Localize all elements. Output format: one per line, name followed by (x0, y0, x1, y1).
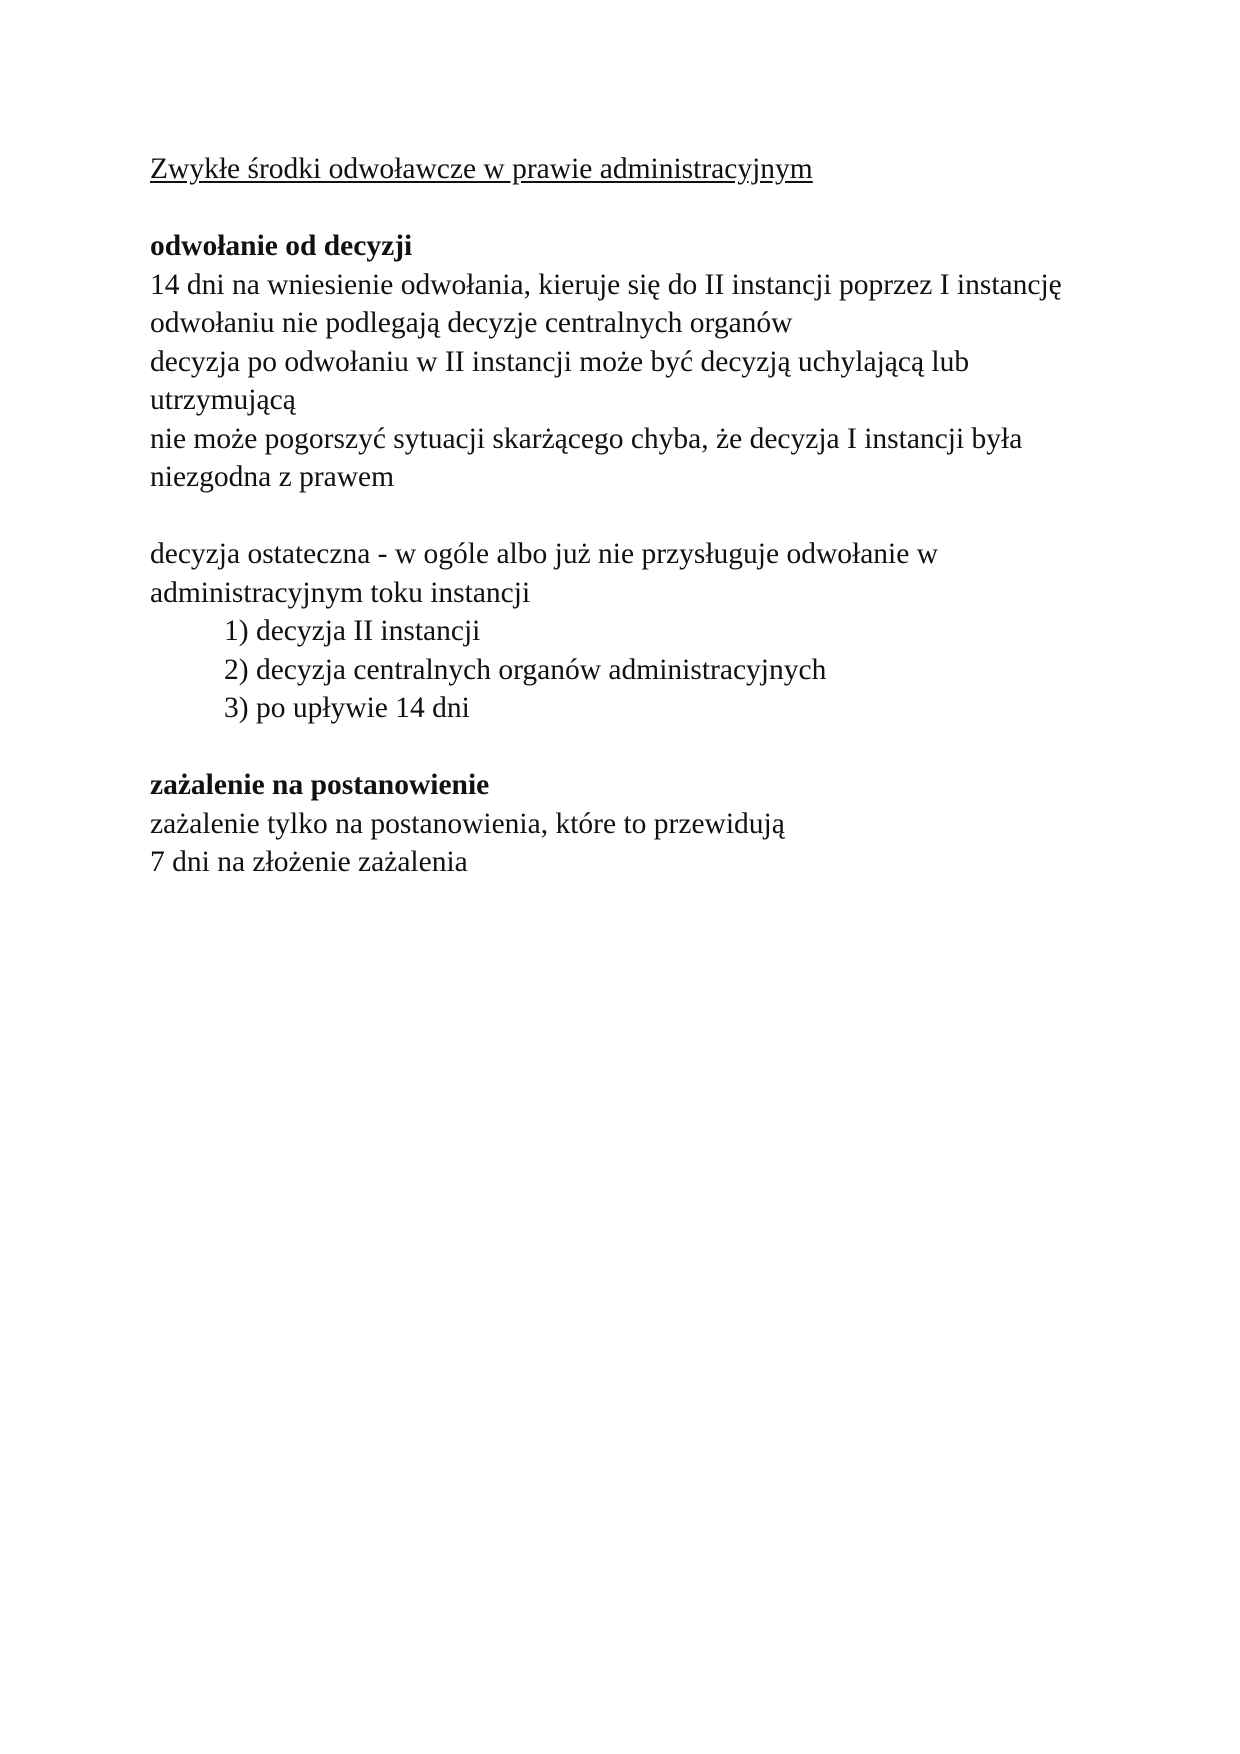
paragraph: odwołaniu nie podlegają decyzje centralnych organów (150, 307, 793, 339)
paragraph: zażalenie tylko na postanowienia, które to przewidują (150, 807, 785, 840)
section-heading-odwolanie: odwołanie od decyzji (150, 230, 413, 262)
numbered-list (150, 612, 1090, 728)
paragraph: 7 dni na złożenie zażalenia (150, 846, 468, 878)
document-body (150, 150, 1090, 882)
paragraph-decyzja-ostateczna: decyzja ostateczna - w ogóle albo już nie przysługuje odwołanie w administracyjnym toku instancji (150, 538, 939, 609)
paragraph: nie może pogorszyć sytuacji skarżącego chyba, że decyzja I instancji była niezgodna z prawem (150, 422, 1023, 493)
spacer (150, 728, 1090, 767)
paragraph: decyzja po odwołaniu w II instancji może być decyzją uchylającą lub utrzymującą (150, 345, 970, 416)
spacer (150, 189, 1090, 228)
document-title: Zwykłe środki odwoławcze w prawie administracyjnym (150, 153, 813, 185)
section-heading-zazalenie: zażalenie na postanowienie (150, 769, 490, 801)
paragraph: 14 dni na wniesienie odwołania, kieruje się do II instancji poprzez I instancję (150, 268, 1062, 301)
list-item: 3) po upływie 14 dni (224, 692, 470, 724)
list-item: 2) decyzja centralnych organów administracyjnych (224, 653, 827, 686)
list-item: 1) decyzja II instancji (224, 615, 481, 647)
spacer (150, 497, 1090, 536)
